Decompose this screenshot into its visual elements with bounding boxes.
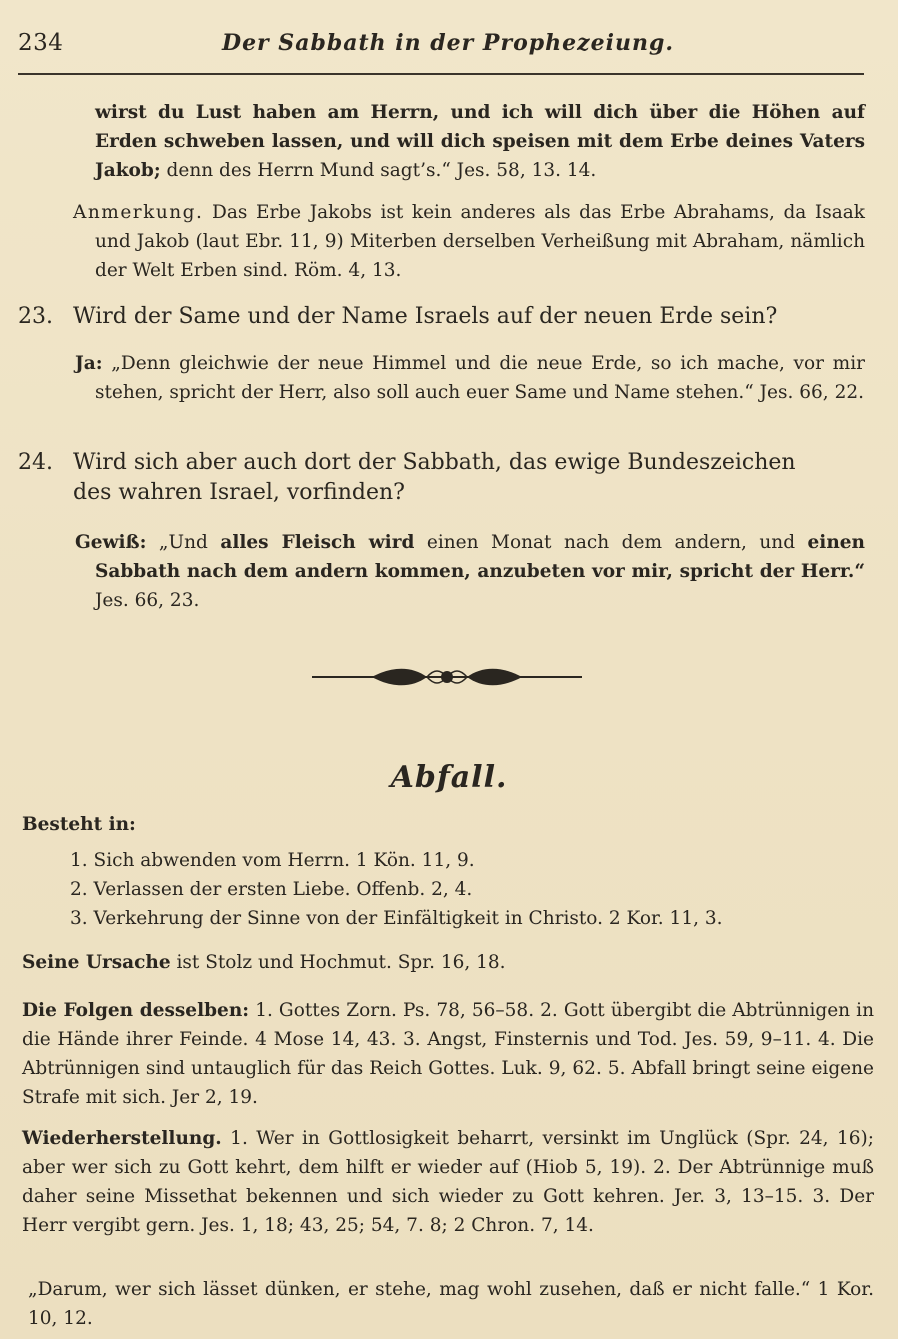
closing-quote: „Darum, wer sich lässet dünken, er stehe, mag wohl zusehen, daß er nicht falle.“ 1 Kor. 10, 12. xyxy=(28,1279,874,1329)
consequences-label: Die Folgen desselben: xyxy=(22,1000,250,1021)
restoration-paragraph xyxy=(22,1124,874,1240)
answer-23-text: „Denn gleichwie der neue Himmel und die neue Erde, so ich mache, vor mir stehen, spricht der Herr, also soll auch euer Same und Name stehen.“ Jes. 66, 22. xyxy=(95,353,865,403)
answer-24-part1: „Und xyxy=(146,532,221,553)
passage-top-rest: denn des Herrn Mund sagt’s.“ Jes. 58, 13. 14. xyxy=(160,160,597,181)
question-24-line2: des wahren Israel, vorfinden? xyxy=(73,480,405,505)
list-item: 3. Verkehrung der Sinne von der Einfältigkeit in Christo. 2 Kor. 11, 3. xyxy=(70,908,723,929)
answer-24-bold2: einen Sabbath nach dem andern kommen, anzubeten vor mir, spricht der Herr.“ xyxy=(95,532,866,582)
ornament-divider-icon xyxy=(312,664,582,690)
question-23-text: Wird der Same und der Name Israels auf der neuen Erde sein? xyxy=(73,304,778,329)
question-24-line1: Wird sich aber auch dort der Sabbath, das ewige Bundeszeichen xyxy=(73,450,796,475)
list-item: 1. Sich abwenden vom Herrn. 1 Kön. 11, 9. xyxy=(70,850,475,871)
running-title: Der Sabbath in der Prophezeiung. xyxy=(221,30,674,56)
note-paragraph xyxy=(73,198,865,285)
question-24 xyxy=(18,448,870,508)
answer-23-label: Ja: xyxy=(75,353,103,374)
cause-text: ist Stolz und Hochmut. Spr. 16, 18. xyxy=(170,952,506,973)
restoration-label: Wiederherstellung. xyxy=(22,1128,222,1149)
section-title: Abfall. xyxy=(390,760,508,795)
answer-24-part2: einen Monat nach dem andern, und xyxy=(414,532,808,553)
question-24-number: 24. xyxy=(18,450,53,475)
answer-24-ref: Jes. 66, 23. xyxy=(95,590,200,611)
header-rule xyxy=(18,73,864,75)
page-header xyxy=(18,30,864,62)
passage-top-bold: wirst du Lust haben am Herrn, und ich will dich über die Höhen auf Erden schweben lassen, und will dich speisen mit dem Erbe deines Vaters Jakob; xyxy=(95,102,865,181)
answer-24-bold1: alles Fleisch wird xyxy=(220,532,415,553)
answer-24 xyxy=(75,528,866,615)
consequences-paragraph xyxy=(22,996,874,1112)
list-item: 2. Verlassen der ersten Liebe. Offenb. 2, 4. xyxy=(70,879,473,900)
note-text: Das Erbe Jakobs ist kein anderes als das Erbe Abrahams, da Isaak und Jakob (laut Ebr. 11, 9) Miterben derselben Verheißung mit Abraham, nämlich der Welt Erben sind. Röm. 4, 13. xyxy=(95,202,865,281)
cause-label: Seine Ursache xyxy=(22,952,171,973)
consequences-text: 1. Gottes Zorn. Ps. 78, 56–58. 2. Gott übergibt die Abtrünnigen in die Hände ihrer Feinde. 4 Mose 14, 43. 3. Angst, Finsternis und Tod. Jes. 59, 9–11. 4. Die Abtrünnigen sind untauglich für das Reich Gottes. Luk. 9, 62. 5. Abfall bringt seine eigene Strafe mit sich. Jer 2, 19. xyxy=(22,1000,874,1108)
answer-24-label: Gewiß: xyxy=(75,532,147,553)
restoration-text: 1. Wer in Gottlosigkeit beharrt, versinkt im Unglück (Spr. 24, 16); aber wer sich zu Gott kehrt, dem hilft er wieder auf (Hiob 5, 19). 2. Der Abtrünnige muß daher seine Missethat bekennen und sich wieder zu Gott kehren. Jer. 3, 13–15. 3. Der Herr vergibt gern. Jes. 1, 18; 43, 25; 54, 7. 8; 2 Chron. 7, 14. xyxy=(22,1128,874,1236)
question-23-number: 23. xyxy=(18,304,53,329)
answer-23 xyxy=(75,349,865,407)
question-23 xyxy=(18,302,870,332)
note-label: Anmerkung. xyxy=(73,202,204,223)
cause-paragraph xyxy=(22,948,872,977)
page-number: 234 xyxy=(18,30,64,56)
passage-top xyxy=(95,98,865,185)
consists-label: Besteht in: xyxy=(22,814,136,835)
